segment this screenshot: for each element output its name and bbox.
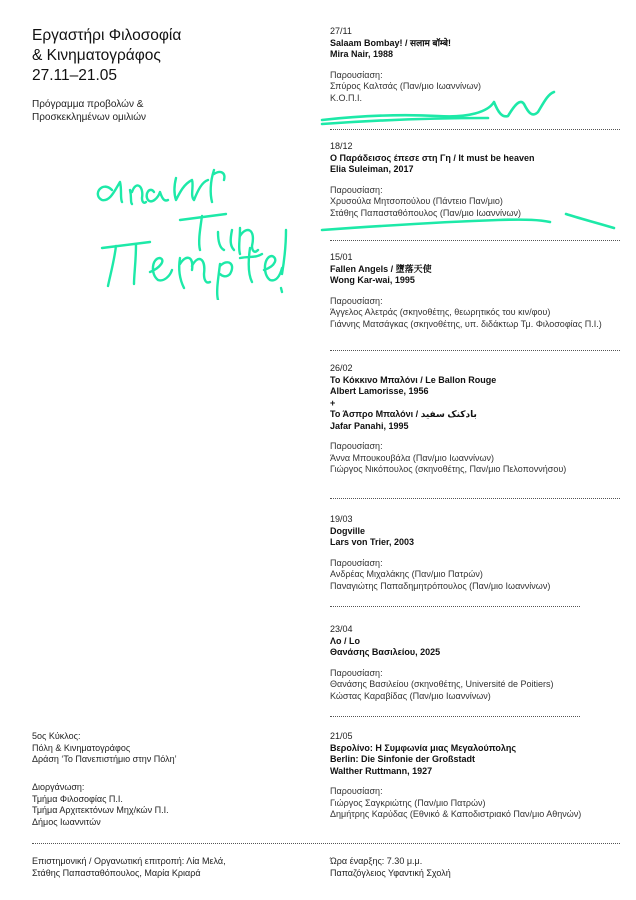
subtitle-line: Προσκεκλημένων ομιλιών (32, 112, 147, 123)
plus-sign: + (330, 397, 336, 408)
film-title: Fallen Angels / 墮落天使 (330, 263, 432, 274)
film-director: Lars von Trier, 2003 (330, 537, 415, 547)
presenter: Κ.Ο.Π.Ι. (330, 92, 363, 103)
presenter: Θανάσης Βασιλείου (σκηνοθέτης, Université de Poitiers) (330, 679, 554, 689)
presentation-label: Παρουσίαση: (330, 69, 383, 80)
title-dates: 27.11–21.05 (32, 67, 118, 84)
presenter: Γιώργος Σαγκριώτης (Παν/μιο Πατρών) (330, 797, 486, 808)
title-line: & Κινηματογράφος (32, 47, 161, 64)
organisation-line: Τμήμα Αρχιτεκτόνων Μηχ/κών Π.Ι. (32, 805, 169, 815)
dotted-divider (330, 498, 620, 499)
dotted-divider (330, 240, 620, 241)
dotted-divider (330, 350, 620, 351)
screening-date: 21/05 (330, 731, 353, 741)
organisation-line: Τμήμα Φιλοσοφίας Π.Ι. (32, 793, 123, 804)
start-time: Ώρα έναρξης: 7.30 μ.μ. (330, 856, 423, 866)
screening-entry (330, 141, 620, 219)
presenter: Άννα Μπουκουβάλα (Παν/μιο Ιωαννίνων) (330, 452, 494, 463)
presentation-label: Παρουσίαση: (330, 557, 383, 568)
dotted-divider (32, 843, 620, 844)
presenter: Δημήτρης Καρύδας (Εθνικό & Καποδιστριακό Παν/μιο Αθηνών) (330, 809, 582, 819)
film-director: Albert Lamorisse, 1956 (330, 386, 429, 396)
screening-date: 15/01 (330, 252, 353, 262)
film-title: Λο / Lo (330, 635, 360, 646)
film-title-alt: Berlin: Die Sinfonie der Großstadt (330, 754, 476, 764)
screening-entry (330, 514, 620, 592)
screening-entry (330, 252, 620, 330)
venue-info (330, 856, 620, 879)
presentation-label: Παρουσίαση: (330, 184, 383, 195)
organisation-info (32, 782, 302, 828)
organisation-line: Δήμος Ιωαννιτών (32, 816, 101, 827)
film-title: Salaam Bombay! / सलाम बॉम्बे! (330, 37, 451, 48)
screening-date: 26/02 (330, 363, 353, 373)
presenter: Κώστας Καραβίδας (Παν/μιο Ιωαννίνων) (330, 690, 491, 701)
cycle-line: Πόλη & Κινηματογράφος (32, 742, 131, 753)
screening-entry (330, 26, 620, 104)
presentation-label: Παρουσίαση: (330, 667, 383, 678)
title-line: Εργαστήρι Φιλοσοφία (32, 27, 182, 44)
film-title: Ο Παράδεισος έπεσε στη Γη / It must be heaven (330, 152, 535, 163)
committee-line: Στάθης Παπασταθόπουλος, Μαρία Κριαρά (32, 867, 201, 878)
presenter: Ανδρέας Μιχαλάκης (Παν/μιο Πατρών) (330, 569, 483, 579)
presenter: Γιάννης Ματσάγκας (σκηνοθέτης, υπ. διδάκτωρ Τμ. Φιλοσοφίας Π.Ι.) (330, 318, 602, 329)
subtitle-line: Πρόγραμμα προβολών & (32, 99, 144, 110)
presenter: Γιώργος Νικόπουλος (σκηνοθέτης, Παν/μιο Πελοποννήσου) (330, 464, 567, 474)
poster-title (32, 26, 292, 86)
film-director: Elia Suleiman, 2017 (330, 164, 414, 174)
cycle-info (32, 731, 302, 766)
film-director: Mira Nair, 1988 (330, 49, 394, 59)
presenter: Στάθης Παπασταθόπουλος (Παν/μιο Ιωαννίνων) (330, 207, 522, 218)
dotted-divider (330, 716, 580, 717)
screening-date: 27/11 (330, 26, 352, 36)
dotted-divider (330, 129, 620, 130)
screening-entry (330, 731, 620, 821)
presentation-label: Παρουσίαση: (330, 786, 383, 796)
film-director: Θανάσης Βασιλείου, 2025 (330, 647, 441, 657)
film-director: Wong Kar-wai, 1995 (330, 275, 415, 285)
screening-entry (330, 363, 620, 476)
screening-entry (330, 624, 620, 702)
dotted-divider (330, 606, 580, 607)
presentation-label: Παρουσίαση: (330, 295, 383, 306)
committee-info (32, 856, 302, 879)
screening-date: 19/03 (330, 514, 353, 524)
cycle-line: 5ος Κύκλος: (32, 731, 81, 741)
presenter: Άγγελος Αλετράς (σκηνοθέτης, θεωρητικός του κιν/φου) (330, 307, 551, 317)
venue-name: Παπαζόγλειος Υφαντική Σχολή (330, 867, 451, 878)
presenter: Σπύρος Καλτσάς (Παν/μιο Ιωαννίνων) (330, 81, 481, 91)
film-title: Dogville (330, 525, 366, 536)
committee-line: Επιστημονική / Οργανωτική επιτροπή: Λία Μελά, (32, 856, 226, 866)
handwritten-scribble (80, 150, 290, 300)
poster-subtitle (32, 98, 292, 124)
film-director: Jafar Panahi, 1995 (330, 420, 409, 431)
presenter: Χρυσούλα Μητσοπούλου (Πάντειο Παν/μιο) (330, 196, 503, 206)
screening-date: 18/12 (330, 141, 353, 151)
presentation-label: Παρουσίαση: (330, 441, 383, 451)
film-title: Το Άσπρο Μπαλόνι / بادکنک سفید (330, 409, 477, 419)
film-director: Walther Ruttmann, 1927 (330, 765, 433, 776)
presenter: Παναγιώτης Παπαδημητρόπουλος (Παν/μιο Ιωαννίνων) (330, 580, 551, 591)
film-title: Βερολίνο: Η Συμφωνία μιας Μεγαλούπολης (330, 742, 517, 753)
film-title: Το Κόκκινο Μπαλόνι / Le Ballon Rouge (330, 374, 497, 385)
cycle-line: Δράση ‘Το Πανεπιστήμιο στην Πόλη’ (32, 754, 177, 764)
organisation-line: Διοργάνωση: (32, 782, 85, 792)
screening-date: 23/04 (330, 624, 353, 634)
